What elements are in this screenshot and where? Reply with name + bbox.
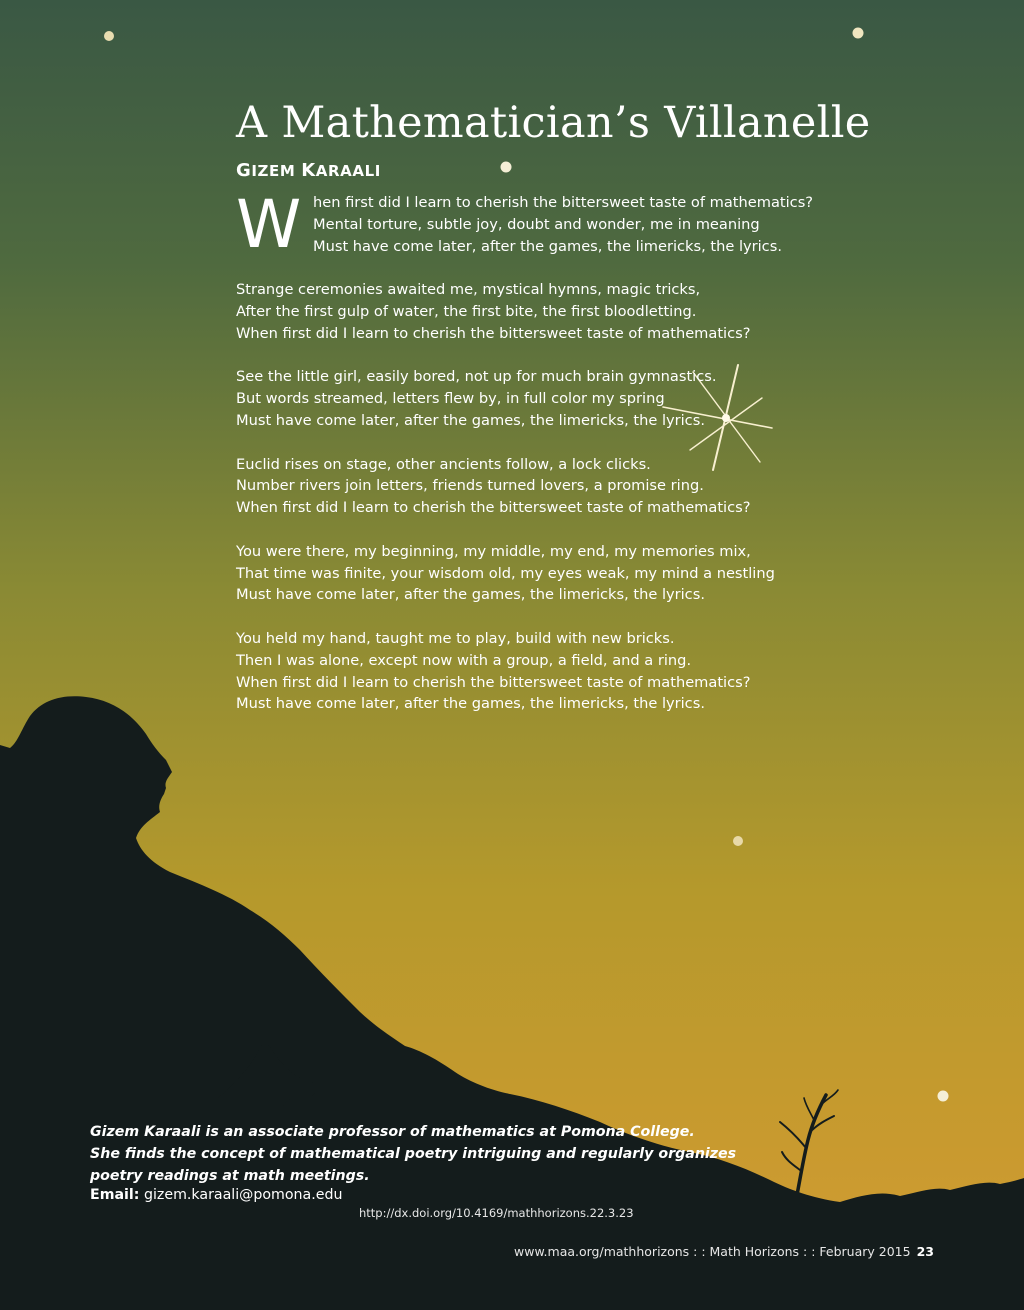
star-dot [501, 162, 512, 173]
star-dot [104, 31, 114, 41]
poem-line: When first did I learn to cherish the bittersweet taste of mathematics? [236, 324, 751, 342]
poem-line: Euclid rises on stage, other ancients follow, a lock clicks. [236, 455, 651, 473]
poem-line: When first did I learn to cherish the bittersweet taste of mathematics? [236, 673, 751, 691]
stanza-3 [236, 366, 836, 431]
poem-line: Must have come later, after the games, the limericks, the lyrics. [313, 237, 782, 255]
page-footer [514, 1244, 934, 1259]
author-byline: GIZEM KARAALI [236, 160, 381, 181]
poem-line: Number rivers join letters, friends turned lovers, a promise ring. [236, 477, 704, 495]
star-dot [733, 836, 743, 846]
poem-line: Must have come later, after the games, the limericks, the lyrics. [236, 695, 705, 713]
stanza-1 [236, 186, 836, 263]
bio-line: poetry readings at math meetings. [90, 1167, 370, 1184]
poem-body [236, 186, 836, 737]
author-email [90, 1187, 342, 1203]
bio-line: She finds the concept of mathematical poetry intriguing and regularly organizes [90, 1145, 737, 1162]
email-link[interactable]: gizem.karaali@pomona.edu [143, 1187, 343, 1203]
star-dot [853, 28, 864, 39]
poem-line: Strange ceremonies awaited me, mystical hymns, magic tricks, [236, 281, 701, 299]
poem-line: After the first gulp of water, the first bite, the first bloodletting. [236, 302, 697, 320]
stanza-4 [236, 454, 836, 519]
poem-line: Must have come later, after the games, the limericks, the lyrics. [236, 411, 705, 429]
poem-line: That time was finite, your wisdom old, my eyes weak, my mind a nestling [236, 564, 775, 582]
page-number: 23 [916, 1244, 934, 1259]
stanza-6 [236, 628, 836, 715]
small-tree-icon [780, 1090, 838, 1200]
drop-cap: W [236, 186, 302, 263]
poem-line: Mental torture, subtle joy, doubt and wonder, me in meaning [313, 215, 760, 233]
author-bio [90, 1122, 737, 1187]
doi-link[interactable]: http://dx.doi.org/10.4169/mathhorizons.22.3.23 [359, 1206, 634, 1220]
poem-line: When first did I learn to cherish the bittersweet taste of mathematics? [236, 499, 751, 517]
poem-line: Then I was alone, except now with a group, a field, and a ring. [236, 651, 692, 669]
bio-line: Gizem Karaali is an associate professor of mathematics at Pomona College. [90, 1124, 695, 1140]
poem-line: hen first did I learn to cherish the bittersweet taste of mathematics? [313, 194, 814, 211]
poem-line: You held my hand, taught me to play, build with new bricks. [236, 629, 675, 647]
stanza-2 [236, 279, 836, 344]
footer-text: www.maa.org/mathhorizons : : Math Horizons : : February 2015 [514, 1244, 911, 1259]
stanza-5 [236, 541, 836, 606]
poem-line: You were there, my beginning, my middle, my end, my memories mix, [236, 542, 751, 560]
star-dot [938, 1091, 949, 1102]
email-label: Email: [90, 1187, 140, 1203]
poem-line: But words streamed, letters flew by, in full color my spring [236, 390, 665, 408]
poem-line: Must have come later, after the games, the limericks, the lyrics. [236, 586, 705, 604]
poem-title: A Mathematician’s Villanelle [236, 98, 871, 148]
poem-line: See the little girl, easily bored, not up for much brain gymnastics. [236, 368, 717, 386]
